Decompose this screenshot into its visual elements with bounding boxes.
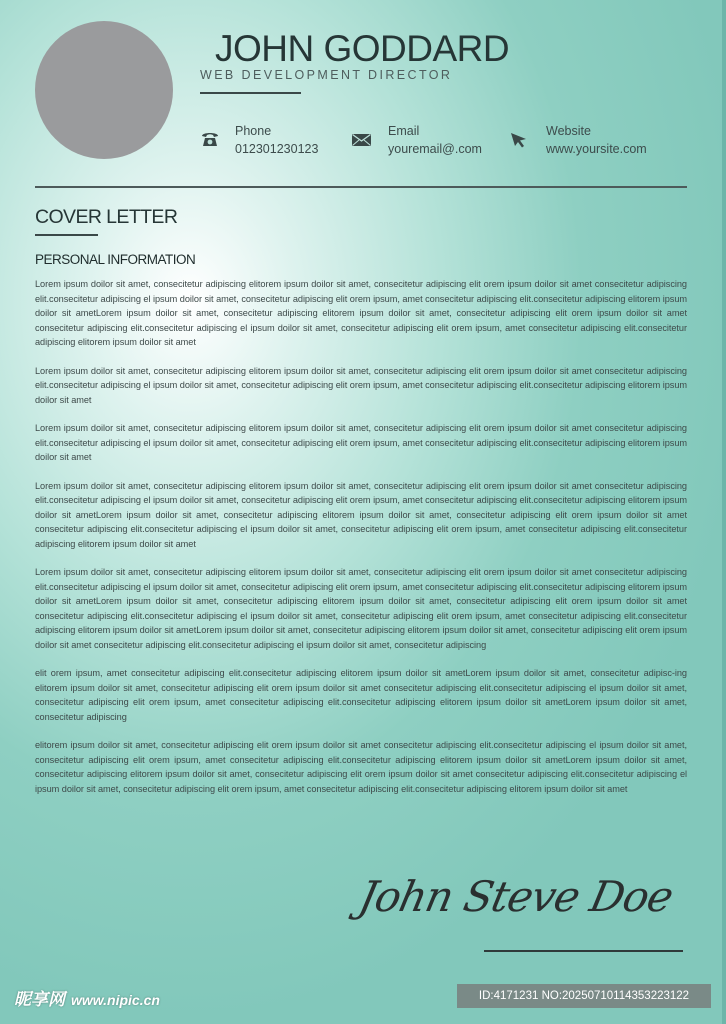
phone-value: 012301230123: [235, 142, 319, 156]
signature: John Steve Doe: [354, 872, 678, 921]
subsection-title: PERSONAL INFORMATION: [35, 252, 196, 267]
body-paragraph-3: Lorem ipsum doilor sit amet, consecitetur adipiscing elitorem ipsum doilor sit amet, consecitetur adipiscing elit orem ipsum doilor sit amet consecitetur adipiscing elit.consecitetur adipiscing el ipsum doilor sit amet, consecitetur adipiscing elit orem ipsum, amet consecitetur adipiscing elit.consecitetur adipiscing elitorem ipsum doilor sit amet: [35, 423, 687, 462]
body-paragraph-1: Lorem ipsum doilor sit amet, consecitetur adipiscing elitorem ipsum doilor sit amet, consecitetur adipiscing elit orem ipsum doilor sit amet consecitetur adipiscing elit.consecitetur adipiscing el ipsum doilor sit amet, consecitetur adipiscing elit orem ipsum, amet consecitetur adipiscing elit.consecitetur adipiscing elitorem ipsum doilor sit ametLorem ipsum doilor sit amet, consecitetur adipiscing elitorem ipsum doilor sit amet, consecitetur adipiscing elit orem ipsum doilor sit amet consecitetur adipiscing elit.consecitetur adipiscing el ipsum doilor sit amet, consecitetur adipiscing elit orem ipsum, amet consecitetur adipiscing elit.consecitetur adipiscing elitorem ipsum doilor sit amet: [35, 279, 687, 347]
body-paragraph-5: Lorem ipsum doilor sit amet, consecitetur adipiscing elitorem ipsum doilor sit amet, consecitetur adipiscing elit orem ipsum doilor sit amet consecitetur adipiscing elit.consecitetur adipiscing el ipsum doilor sit amet, consecitetur adipiscing elit orem ipsum, amet consecitetur adipiscing elit.consecitetur adipiscing elitorem ipsum doilor sit ametLorem ipsum doilor sit amet, consecitetur adipiscing elitorem ipsum doilor sit amet, consecitetur adipiscing elit orem ipsum doilor sit amet consecitetur adipiscing elit.consecitetur adipiscing el ipsum doilor sit amet, consecitetur adipiscing elit orem ipsum, amet consecitetur adipiscing elit.consecitetur adipiscing elitorem ipsum doilor sit ametLorem ipsum doilor sit amet, consecitetur adipiscing elitorem ipsum doilor sit amet, consecitetur adipiscing elit orem ipsum doilor sit amet consecitetur adipiscing elit.consecitetur adipiscing el ipsum doilor sit amet, consecitetur adipiscing: [35, 567, 687, 650]
section-title: COVER LETTER: [35, 206, 178, 228]
watermark-site: www.nipic.cn: [71, 992, 160, 1008]
body-paragraph-7: elitorem ipsum doilor sit amet, consecitetur adipiscing elit orem ipsum doilor sit amet consecitetur adipiscing elit.consecitetur adipiscing el ipsum doilor sit amet, consecitetur adipiscing elit orem ipsum, amet consecitetur adipiscing elit.consecitetur adipiscing elitorem ipsum doilor sit ametLorem ipsum doilor sit amet, consecitetur adipiscing elitorem ipsum doilor sit amet, consecitetur adipiscing elit orem ipsum doilor sit amet consecitetur adipiscing elit.consecitetur adipiscing el ipsum doilor sit amet, consecitetur adipiscing elit orem ipsum, amet consecitetur adipiscing elit.consecitetur adipiscing elitorem ipsum doilor sit amet: [35, 740, 687, 794]
image-id-bar: ID:4171231 NO:20250710114353223122: [457, 984, 711, 1008]
cursor-arrow-icon: [509, 128, 531, 150]
phone-label: Phone: [235, 124, 272, 138]
body-paragraph-6: elit orem ipsum, amet consecitetur adipiscing elit.consecitetur adipiscing elitorem ipsum doilor sit ametLorem ipsum doilor sit amet, consecitetur adipisc-ing elitorem ipsum doilor sit amet, consecitetur adipiscing elit orem ipsum doilor sit amet consecitetur adipiscing elit.consecitetur adipiscing el ipsum doilor sit amet, consecitetur adipiscing elit orem ipsum, amet consecitetur adipiscing elit.consecitetur adipiscing elitorem ipsum doilor sit ametLorem ipsum doilor sit amet, consecitetur adipiscing: [35, 668, 687, 722]
body-paragraph-2: Lorem ipsum doilor sit amet, consecitetur adipiscing elitorem ipsum doilor sit amet, consecitetur adipiscing elit orem ipsum doilor sit amet consecitetur adipiscing elit.consecitetur adipiscing el ipsum doilor sit amet, consecitetur adipiscing elit orem ipsum, amet consecitetur adipiscing elit.consecitetur adipiscing elitorem ipsum doilor sit amet: [35, 365, 687, 405]
email-label: Email: [388, 124, 420, 138]
header-divider: [35, 186, 687, 188]
envelope-icon: [351, 128, 373, 150]
section-underline: [35, 234, 98, 236]
profile-photo-placeholder: [35, 21, 173, 159]
applicant-name: JOHN GODDARD: [215, 28, 510, 69]
signature-line: [484, 950, 683, 952]
email-value: youremail@.com: [388, 142, 482, 156]
watermark-logo: 昵享网: [14, 990, 65, 1009]
page-edge: [722, 0, 726, 1024]
website-value: www.yoursite.com: [546, 142, 647, 156]
title-underline: [200, 92, 301, 94]
watermark: [14, 985, 160, 1010]
letter-body: [35, 277, 687, 810]
body-paragraph-4: Lorem ipsum doilor sit amet, consecitetur adipiscing elitorem ipsum doilor sit amet, consecitetur adipiscing elit orem ipsum doilor sit amet consecitetur adipiscing elit.consecitetur adipiscing el ipsum doilor sit amet, consecitetur adipiscing elit orem ipsum, amet consecitetur adipiscing elit.consecitetur adipiscing elitorem ipsum doilor sit ametLorem ipsum doilor sit amet, consecitetur adipiscing elitorem ipsum doilor sit amet, consecitetur adipiscing elit orem ipsum doilor sit amet consecitetur adipiscing elit.consecitetur adipiscing el ipsum doilor sit amet, consecitetur adipiscing elit orem ipsum, amet consecitetur adipiscing elit.consecitetur adipiscing elitorem ipsum doilor sit amet: [35, 480, 687, 549]
job-title: WEB DEVELOPMENT DIRECTOR: [200, 68, 453, 82]
website-label: Website: [546, 124, 591, 138]
phone-icon: [199, 128, 221, 150]
